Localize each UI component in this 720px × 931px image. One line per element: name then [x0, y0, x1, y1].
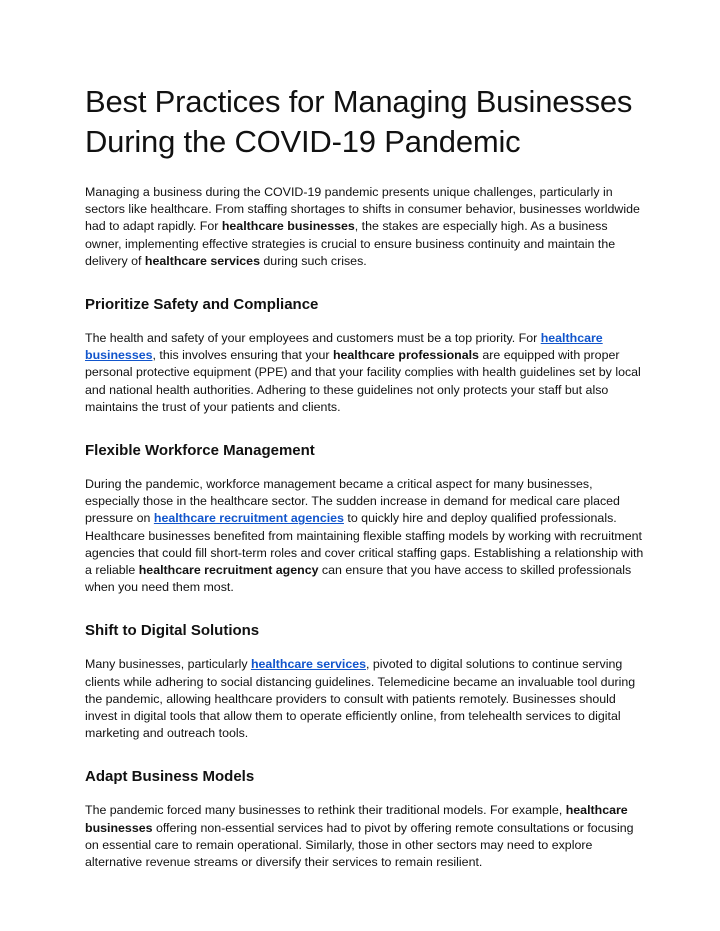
page-title: Best Practices for Managing Businesses During the COVID-19 Pandemic: [85, 84, 633, 159]
section-heading-digital: Shift to Digital Solutions: [85, 622, 260, 640]
text-run: Many businesses, particularly: [85, 657, 251, 672]
section-heading-workforce: Flexible Workforce Management: [85, 442, 315, 460]
bold-phrase: healthcare professionals: [332, 348, 479, 363]
text-run: , the stakes are especially high. As a business owner, implementing effective strategies is crucial to ensure business continuity and maintain the delivery of: [85, 219, 616, 268]
document-page: [85, 82, 645, 871]
bold-phrase: healthcare services: [144, 253, 260, 268]
text-run: , this involves ensuring that your: [152, 348, 333, 363]
section-paragraph-digital: [85, 656, 645, 742]
section-paragraph-safety: [85, 330, 645, 416]
section-paragraph-business-models: [85, 802, 645, 871]
text-run: during such crises.: [259, 253, 367, 268]
text-run: to quickly hire and deploy qualified professionals. Healthcare businesses benefited from maintaining flexible staffing models by working with recruitment agencies that could fill short-term roles and cover critical staffing gaps. Establishing a relationship with a reliable: [85, 511, 644, 578]
intro-paragraph: [85, 184, 645, 270]
text-run: are equipped with proper personal protective equipment (PPE) and that your facility complies with health guidelines set by local and national health authorities. Adhering to these guidelines not only protects your staff but also maintains the trust of your patients and clients.: [85, 348, 641, 414]
bold-phrase: healthcare recruitment agency: [138, 563, 319, 578]
inline-link[interactable]: healthcare businesses: [85, 331, 603, 363]
inline-link[interactable]: healthcare recruitment agencies: [153, 511, 344, 526]
text-run: The health and safety of your employees and customers must be a top priority. For: [85, 331, 541, 346]
text-run: Managing a business during the COVID-19 pandemic presents unique challenges, particularly in sectors like healthcare. From staffing shortages to shifts in consumer behavior, businesses worldwide had to adapt rapidly. For: [85, 185, 640, 234]
text-run: During the pandemic, workforce management became a critical aspect for many businesses, especially those in the healthcare sector. The sudden increase in demand for medical care placed pressure on: [85, 477, 620, 526]
section-paragraph-workforce: [85, 476, 645, 596]
text-run: The pandemic forced many businesses to rethink their traditional models. For example,: [85, 803, 566, 818]
section-heading-safety: Prioritize Safety and Compliance: [85, 296, 319, 314]
text-run: can ensure that you have access to skilled professionals when you need them most.: [85, 563, 632, 595]
section-heading-business-models: Adapt Business Models: [85, 768, 255, 786]
inline-link[interactable]: healthcare services: [250, 657, 367, 672]
text-run: , pivoted to digital solutions to continue serving clients while adhering to social distancing guidelines. Telemedicine became an invaluable tool during the pandemic, allowing healthcare providers to consult with patients remotely. Businesses should invest in digital tools that allow them to operate efficiently online, from telehealth services to digital marketing and outreach tools.: [85, 657, 636, 741]
bold-phrase: healthcare businesses: [85, 803, 628, 835]
text-run: offering non-essential services had to pivot by offering remote consultations or focusing on essential care to remain operational. Similarly, those in other sectors may need to explore alternative revenue streams or diversify their services to remain resilient.: [85, 820, 634, 870]
bold-phrase: healthcare businesses: [221, 219, 355, 234]
